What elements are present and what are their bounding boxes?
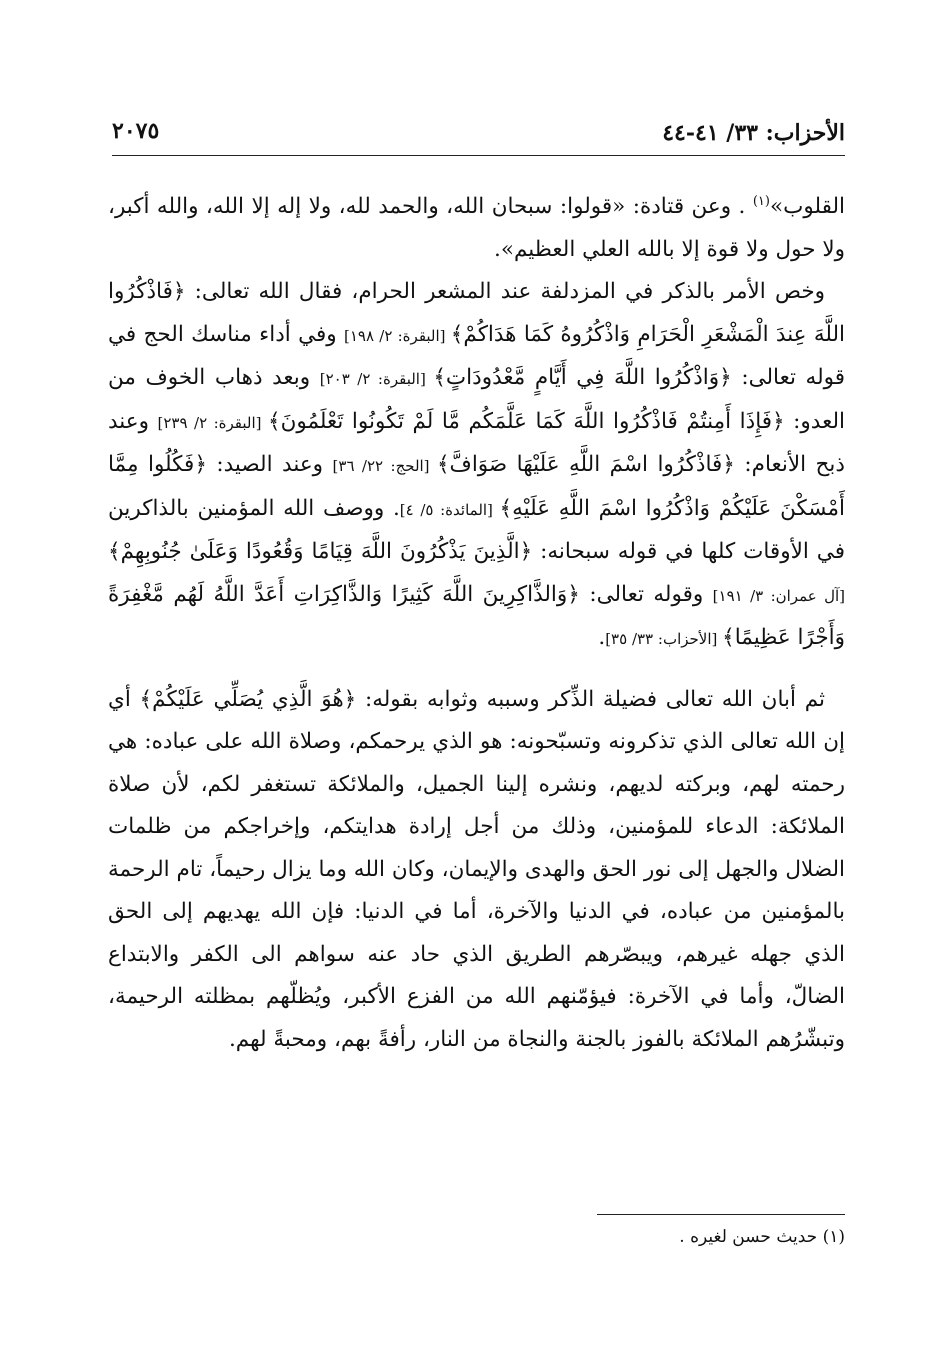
- text-run: وخص الأمر بالذكر في المزدلفة عند المشعر الحرام، فقال الله تعالى:: [185, 279, 825, 304]
- quran-verse: ﴿فَإِذَا أَمِنتُمْ فَاذْكُرُوا اللَّهَ كَمَا عَلَّمَكُم مَّا لَمْ تَكُونُوا تَعْلَمُونَ﴾: [267, 408, 785, 434]
- verse-reference: [الأحزاب: ٣٣/ ٣٥]: [605, 630, 723, 648]
- page-number: ٢٠٧٥: [112, 118, 160, 144]
- footnote-rule: [597, 1214, 845, 1215]
- quran-verse: ﴿وَالذَّاكِرِينَ اللَّهَ كَثِيرًا وَالذَّاكِرَاتِ أَعَدَّ اللَّهُ لَهُم مَّغْفِرَةً وَأَجْرًا عَظِيمًا﴾: [108, 581, 845, 650]
- text-run: وبعد ذهاب الخوف من العدو:: [108, 365, 845, 434]
- verse-reference: [البقرة: ٢/ ١٩٨]: [343, 326, 451, 345]
- text-run: . وعن قتادة: «قولوا: سبحان الله، والحمد لله، ولا إله إلا الله، والله أكبر، ولا حول ولا قوة إلا بالله العلي العظيم».: [108, 194, 845, 262]
- text-run: وعند الصيد:: [206, 452, 333, 477]
- verse-reference: [البقرة: ٢/ ٢٠٣]: [319, 370, 434, 388]
- quran-verse: ﴿هُوَ الَّذِي يُصَلِّي عَلَيْكُمْ﴾: [139, 686, 357, 712]
- verse-reference: [البقرة: ٢/ ٢٣٩]: [157, 413, 268, 432]
- text-run: وقوله تعالى:: [579, 581, 713, 607]
- paragraph-1: [108, 186, 845, 271]
- page-header: [112, 112, 845, 156]
- paragraph-2: [108, 271, 845, 661]
- quran-verse: ﴿فَاذْكُرُوا اسْمَ اللَّهِ عَلَيْهَا صَوَافَّ﴾: [436, 452, 735, 477]
- main-text: [108, 186, 845, 1061]
- header-rule: [112, 155, 845, 156]
- quran-verse: ﴿وَاذْكُرُوا اللَّهَ فِي أَيَّامٍ مَّعْدُودَاتٍ﴾: [433, 365, 732, 390]
- quran-verse: ﴿الَّذِينَ يَذْكُرُونَ اللَّهَ قِيَامًا وَقُعُودًا وَعَلَىٰ جُنُوبِهِمْ﴾: [108, 539, 533, 564]
- quran-verse: ﴿فَاذْكُرُوا اللَّهَ عِندَ الْمَشْعَرِ الْحَرَامِ وَاذْكُرُوهُ كَمَا هَدَاكُمْ﴾: [108, 279, 845, 347]
- footnote: (١) حديث حسن لغيره .: [679, 1227, 845, 1247]
- verse-reference: [الحج: ٢٢/ ٣٦]: [332, 457, 437, 475]
- verse-reference: [المائدة: ٥/ ٤]: [399, 500, 500, 519]
- text-run: .: [598, 625, 606, 650]
- running-head: الأحزاب: ٣٣/ ٤١-٤٤: [662, 120, 845, 146]
- quran-verse: ﴿فَكُلُوا مِمَّا أَمْسَكْنَ عَلَيْكُمْ وَاذْكُرُوا اسْمَ اللَّهِ عَلَيْهِ﴾: [108, 452, 845, 521]
- verse-reference: [آل عمران: ٣/ ١٩١]: [712, 586, 845, 605]
- text-run: وفي أداء مناسك الحج في قوله تعالى:: [108, 321, 846, 390]
- text-run: . ووصف الله المؤمنين بالذاكرين في الأوقات كلها في قوله سبحانه:: [108, 495, 845, 564]
- text-run: القلوب»: [769, 194, 845, 219]
- text-run: وعند ذبح الأنعام:: [108, 408, 845, 477]
- text-run: أي إن الله تعالى الذي تذكرونه وتسبّحونه: هو الذي يرحمكم، وصلاة الله على عباده: هي رحمته لهم، وبركته لديهم، ونشره إلينا الجميل، والملائكة تستغفر لكم، لأن صلاة الملائكة: الدعاء للمؤمنين، وذلك من أجل إرادة هدايتكم، وإخراجكم من ظلمات الضلال والجهل إلى نور الحق والهدى والإيمان، وكان الله وما يزال رحيماً، تام الرحمة بالمؤمنين من عباده، في الدنيا والآخرة، أما في الدنيا: فإن الله يهديهم إلى الحق الذي جهله غيرهم، ويبصّرهم الطريق الذي حاد عنه سواهم الى الكفر والابتداع الضالّ، وأما في الآخرة: فيؤمّنهم الله من الفزع الأكبر، ويُظلّهم بمظلته الرحيمة، وتبشّرُهم الملائكة بالفوز بالجنة والنجاة من النار، رأفةً بهم، ومحبةً لهم.: [108, 686, 845, 1052]
- text-run: ثم أبان الله تعالى فضيلة الذِّكر وسببه وثوابه بقوله:: [356, 686, 825, 712]
- paragraph-3: [108, 679, 845, 1062]
- footnote-reference: (١): [752, 193, 770, 209]
